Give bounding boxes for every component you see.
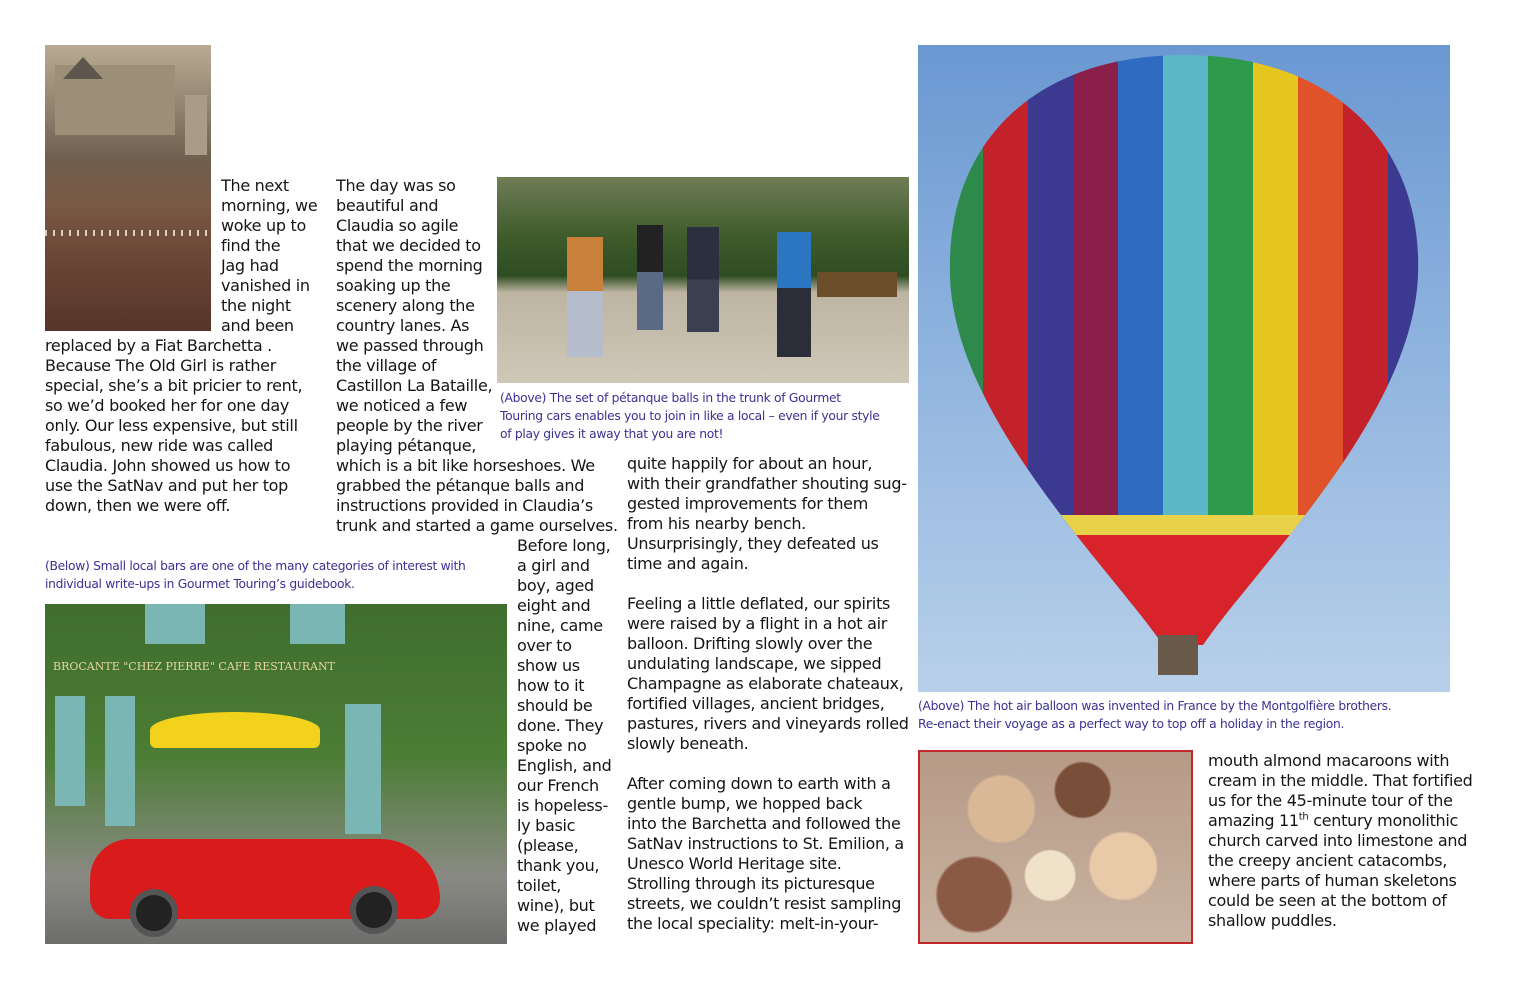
text-line: the creepy ancient catacombs, [1208,851,1448,870]
text-line: Castillon La Bataille, [336,376,493,395]
text-line: a girl and [517,556,590,575]
cafe-caption [45,557,465,593]
text-line: English, and [517,756,612,775]
cafe-and-red-car-photo [45,604,507,944]
macarons-photo [918,750,1193,944]
text-line: only. Our less expensive, but still [45,416,298,435]
balloon-caption [918,697,1391,733]
text-span: century monolithic [1308,811,1459,830]
text-line: which is a bit like horseshoes. We [336,456,595,475]
text-line: spoke no [517,736,587,755]
text-line: grabbed the pétanque balls and [336,476,585,495]
text-line: instructions provided in Claudia’s [336,496,593,515]
text-line: ly basic [517,816,576,835]
text-line: The day was so [336,176,456,195]
text-line: find the [221,236,281,255]
text-line: Claudia so agile [336,216,459,235]
text-line: show us [517,656,580,675]
text-line: should be [517,696,593,715]
text-line: of play gives it away that you are not! [500,427,724,441]
text-line: Re-enact their voyage as a perfect way to top off a holiday in the region. [918,717,1345,731]
text-line: the local speciality: melt-in-your- [627,914,879,933]
text-line: done. They [517,716,604,735]
text-line: balloon. Drifting slowly over the [627,634,873,653]
text-line: wine), but [517,896,595,915]
text-line: The next [221,176,289,195]
text-line: we noticed a few [336,396,468,415]
text-line: could be seen at the bottom of [1208,891,1447,910]
text-line: and been [221,316,294,335]
text-line: thank you, [517,856,600,875]
text-line: Feeling a little deflated, our spirits [627,594,891,613]
article-col2-narrow [517,536,611,936]
text-line: were raised by a flight in a hot air [627,614,887,633]
text-line: we played [517,916,597,935]
article-col2-top [336,176,492,456]
text-line: fabulous, new ride was called [45,436,273,455]
text-line: spend the morning [336,256,483,275]
text-line: soaking up the [336,276,451,295]
article-col3 [627,454,909,934]
text-line: Before long, [517,536,611,555]
article-col2-wide [336,456,618,536]
text-line: eight and [517,596,591,615]
text-line: down, then we were off. [45,496,231,515]
text-line: Jag had [221,256,279,275]
text-line: Strolling through its picturesque [627,874,875,893]
text-line: from his nearby bench. [627,514,806,533]
text-line: how to it [517,676,585,695]
text-line: gested improvements for them [627,494,869,513]
text-line: streets, we couldn’t resist sampling [627,894,902,913]
text-line: (Below) Small local bars are one of the many categories of interest with [45,559,466,573]
text-line: the night [221,296,291,315]
text-line: shallow puddles. [1208,911,1337,930]
text-line: pastures, rivers and vineyards rolled [627,714,909,733]
text-line: with their grandfather shouting sug- [627,474,907,493]
text-line: beautiful and [336,196,439,215]
text-line: over to [517,636,572,655]
text-line: boy, aged [517,576,594,595]
text-line: toilet, [517,876,562,895]
text-line: us for the 45-minute tour of the [1208,791,1453,810]
chateau-vineyard-photo [45,45,211,331]
article-col1-bottom [45,336,302,516]
text-line: (Above) The set of pétanque balls in the trunk of Gourmet [500,391,841,405]
hot-air-balloon-photo [918,45,1450,692]
text-line: time and again. [627,554,749,573]
article-col4 [1208,751,1473,931]
text-line: our French [517,776,599,795]
text-line: special, she’s a bit pricier to rent, [45,376,303,395]
text-line: undulating landscape, we sipped [627,654,882,673]
text-line: woke up to [221,216,306,235]
text-line: playing pétanque, [336,436,477,455]
text-line: (Above) The hot air balloon was invented in France by the Montgolfière brothers. [918,699,1392,713]
text-line: Unsurprisingly, they defeated us [627,534,879,553]
article-col1-top [221,176,317,336]
text-line: we passed through [336,336,484,355]
text-line [1208,811,1473,831]
text-line: slowly beneath. [627,734,749,753]
text-line: use the SatNav and put her top [45,476,289,495]
text-line: country lanes. As [336,316,470,335]
text-line: nine, came [517,616,603,635]
text-line [627,754,909,774]
cafe-sign: BROCANTE "CHEZ PIERRE" CAFE RESTAURANT [53,660,335,673]
text-line: cream in the middle. That fortified [1208,771,1473,790]
text-line: morning, we [221,196,318,215]
text-line: Champagne as elaborate chateaux, [627,674,904,693]
text-line: so we’d booked her for one day [45,396,290,415]
text-line: individual write-ups in Gourmet Touring’s guidebook. [45,577,355,591]
text-line: SatNav instructions to St. Emilion, a [627,834,904,853]
text-line: (please, [517,836,579,855]
text-line: that we decided to [336,236,481,255]
petanque-players-photo [497,177,909,383]
text-line: Because The Old Girl is rather [45,356,276,375]
text-line: gentle bump, we hopped back [627,794,863,813]
text-line: After coming down to earth with a [627,774,891,793]
text-line [627,574,909,594]
text-line: trunk and started a game ourselves. [336,516,618,535]
petanque-caption [500,389,879,443]
text-line: Touring cars enables you to join in like a local – even if your style [500,409,880,423]
text-span: amazing 11 [1208,811,1299,830]
text-line: where parts of human skeletons [1208,871,1457,890]
text-line: Claudia. John showed us how to [45,456,291,475]
text-line: replaced by a Fiat Barchetta . [45,336,272,355]
text-line: is hopeless- [517,796,608,815]
text-line: Unesco World Heritage site. [627,854,842,873]
text-line: people by the river [336,416,483,435]
text-line: into the Barchetta and followed the [627,814,901,833]
text-line: mouth almond macaroons with [1208,751,1450,770]
text-line: church carved into limestone and [1208,831,1468,850]
text-line: the village of [336,356,437,375]
text-line: quite happily for about an hour, [627,454,873,473]
superscript: th [1298,811,1309,823]
text-line: fortified villages, ancient bridges, [627,694,885,713]
text-line: vanished in [221,276,310,295]
text-line: scenery along the [336,296,475,315]
